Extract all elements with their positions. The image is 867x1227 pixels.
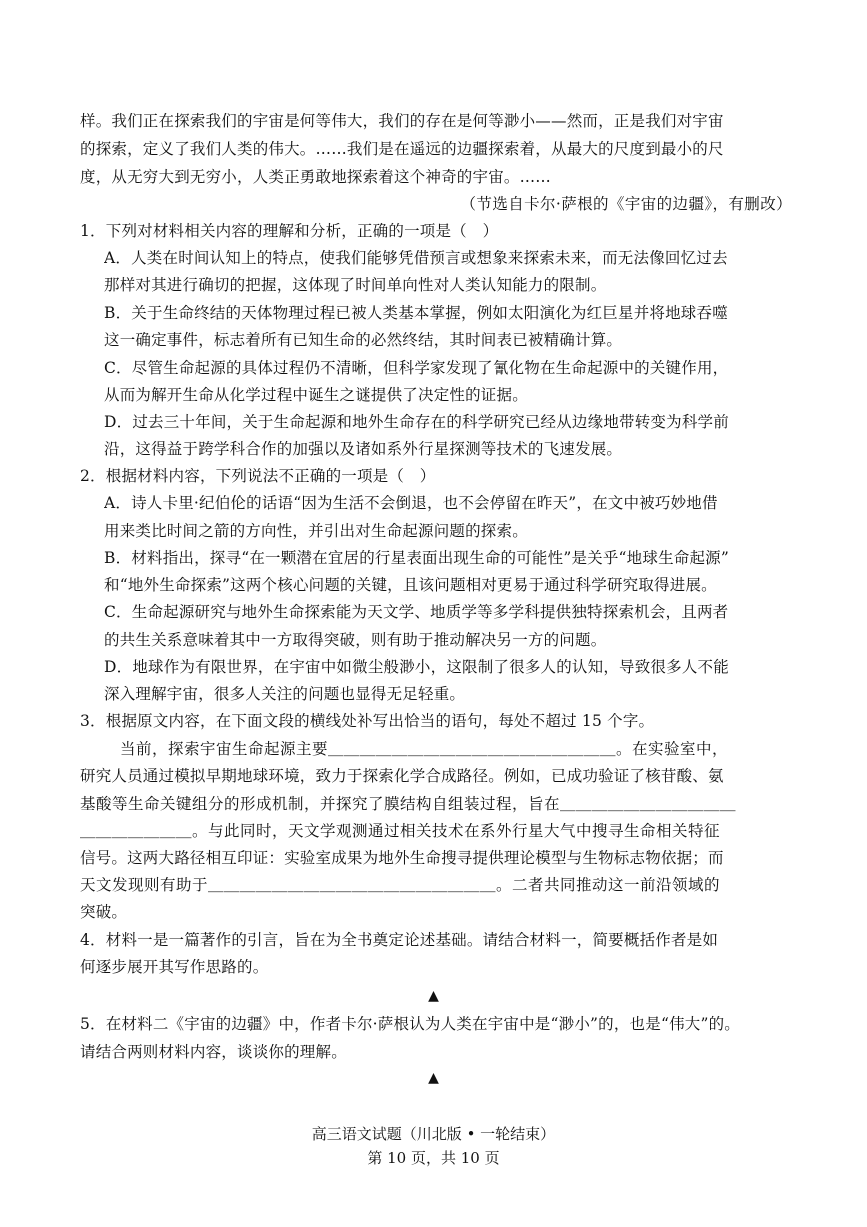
q1-option-b-line-2: 这一确定事件，标志着所有已知生命的必然终结，其时间表已被精确计算。 [104,331,623,349]
q3-paragraph-line-2: 研究人员通过模拟早期地球环境，致力于探索化学合成路径。例如，已成功验证了核苷酸、氨 [80,767,724,785]
q3-paragraph-line-3: 基酸等生命关键组分的形成机制，并探究了膜结构自组装过程，旨在＿＿＿＿＿＿＿＿＿＿＿ [80,795,737,813]
passage-line-2: 的探索，定义了我们人类的伟大。……我们是在遥远的边疆探索着，从最大的尺度到最小的尺 [80,140,724,158]
footer-title: 高三语文试题（川北版 • 一轮结束） [311,1125,556,1143]
q3-paragraph-line-1: 当前，探索宇宙生命起源主要＿＿＿＿＿＿＿＿＿＿＿＿＿＿＿＿＿＿。在实验室中， [120,740,729,758]
q2-option-a-line-1: A．诗人卡里·纪伯伦的话语“因为生活不会倒退，也不会停留在昨天”，在文中被巧妙地借 [104,494,718,512]
q3-paragraph-line-5: 信号。这两大路径相互印证：实验室成果为地外生命搜寻提供理论模型与生物标志物依据；而 [80,849,724,867]
q1-option-c-line-1: C．尽管生命起源的具体过程仍不清晰，但科学家发现了氰化物在生命起源中的关键作用， [104,359,729,377]
q1-option-a-line-1: A．人类在时间认知上的特点，使我们能够凭借预言或想象来探索未来，而无法像回忆过去 [104,249,728,267]
q1-option-a-line-2: 那样对其进行确切的把握，这体现了时间单向性对人类认知能力的限制。 [104,276,607,294]
q5-line-1: 5．在材料二《宇宙的边疆》中，作者卡尔·萨根认为人类在宇宙中是“渺小”的，也是“伟大”的。 [80,1015,740,1033]
q2-stem: 2．根据材料内容，下列说法不正确的一项是（ ） [80,467,436,485]
q1-option-c-line-2: 从而为解开生命从化学过程中诞生之谜提供了决定性的证据。 [104,386,528,404]
q4-answer-mark-icon: ▲ [428,988,439,1004]
q3-paragraph-line-4: ＿＿＿＿＿＿＿。与此同时，天文学观测通过相关技术在系外行星大气中搜寻生命相关特征 [80,822,721,840]
q2-option-b-line-2: 和“地外生命探索”这两个核心问题的关键，且该问题相对更易于通过科学研究取得进展。 [104,576,717,594]
q4-line-1: 4．材料一是一篇著作的引言，旨在为全书奠定论述基础。请结合材料一，简要概括作者是如 [80,931,719,949]
passage-source: （节选自卡尔·萨根的《宇宙的边疆》，有删改） [460,195,792,213]
q2-option-a-line-2: 用来类比时间之箭的方向性，并引出对生命起源问题的探索。 [104,522,528,540]
passage-line-3: 度，从无穷大到无穷小，人类正勇敢地探索着这个神奇的宇宙。…… [80,168,552,186]
q3-paragraph-line-7: 突破。 [80,903,128,921]
q3-stem: 3．根据原文内容，在下面文段的横线处补写出恰当的语句，每处不超过 15 个字。 [80,712,655,730]
q1-option-d-line-1: D．过去三十年间，关于生命起源和地外生命存在的科学研究已经从边缘地带转变为科学前 [104,413,729,431]
q1-option-d-line-2: 沿，这得益于跨学科合作的加强以及诸如系外行星探测等技术的飞速发展。 [104,440,623,458]
q1-stem: 1．下列对材料相关内容的理解和分析，正确的一项是（ ） [80,222,499,240]
q2-option-b-line-1: B．材料指出，探寻“在一颗潜在宜居的行星表面出现生命的可能性”是关乎“地球生命起源” [104,549,729,567]
q2-option-d-line-2: 深入理解宇宙，很多人关注的问题也显得无足轻重。 [104,685,466,703]
footer-page-number: 第 10 页，共 10 页 [367,1149,500,1167]
passage-line-1: 样。我们正在探索我们的宇宙是何等伟大，我们的存在是何等渺小——然而，正是我们对宇宙 [80,112,724,130]
q5-line-2: 请结合两则材料内容，谈谈你的理解。 [80,1043,347,1061]
q3-paragraph-line-6: 天文发现则有助于＿＿＿＿＿＿＿＿＿＿＿＿＿＿＿＿＿＿。二者共同推动这一前沿领域的 [80,876,721,894]
q2-option-c-line-1: C．生命起源研究与地外生命探索能为天文学、地质学等多学科提供独特探索机会，且两者 [104,603,729,621]
q2-option-d-line-1: D．地球作为有限世界，在宇宙中如微尘般渺小，这限制了很多人的认知，导致很多人不能 [104,658,729,676]
q2-option-c-line-2: 的共生关系意味着其中一方取得突破，则有助于推动解决另一方的问题。 [104,631,607,649]
q5-answer-mark-icon: ▲ [428,1070,439,1086]
q1-option-b-line-1: B．关于生命终结的天体物理过程已被人类基本掌握，例如太阳演化为红巨星并将地球吞噬 [104,304,728,322]
q4-line-2: 何逐步展开其写作思路的。 [80,958,269,976]
